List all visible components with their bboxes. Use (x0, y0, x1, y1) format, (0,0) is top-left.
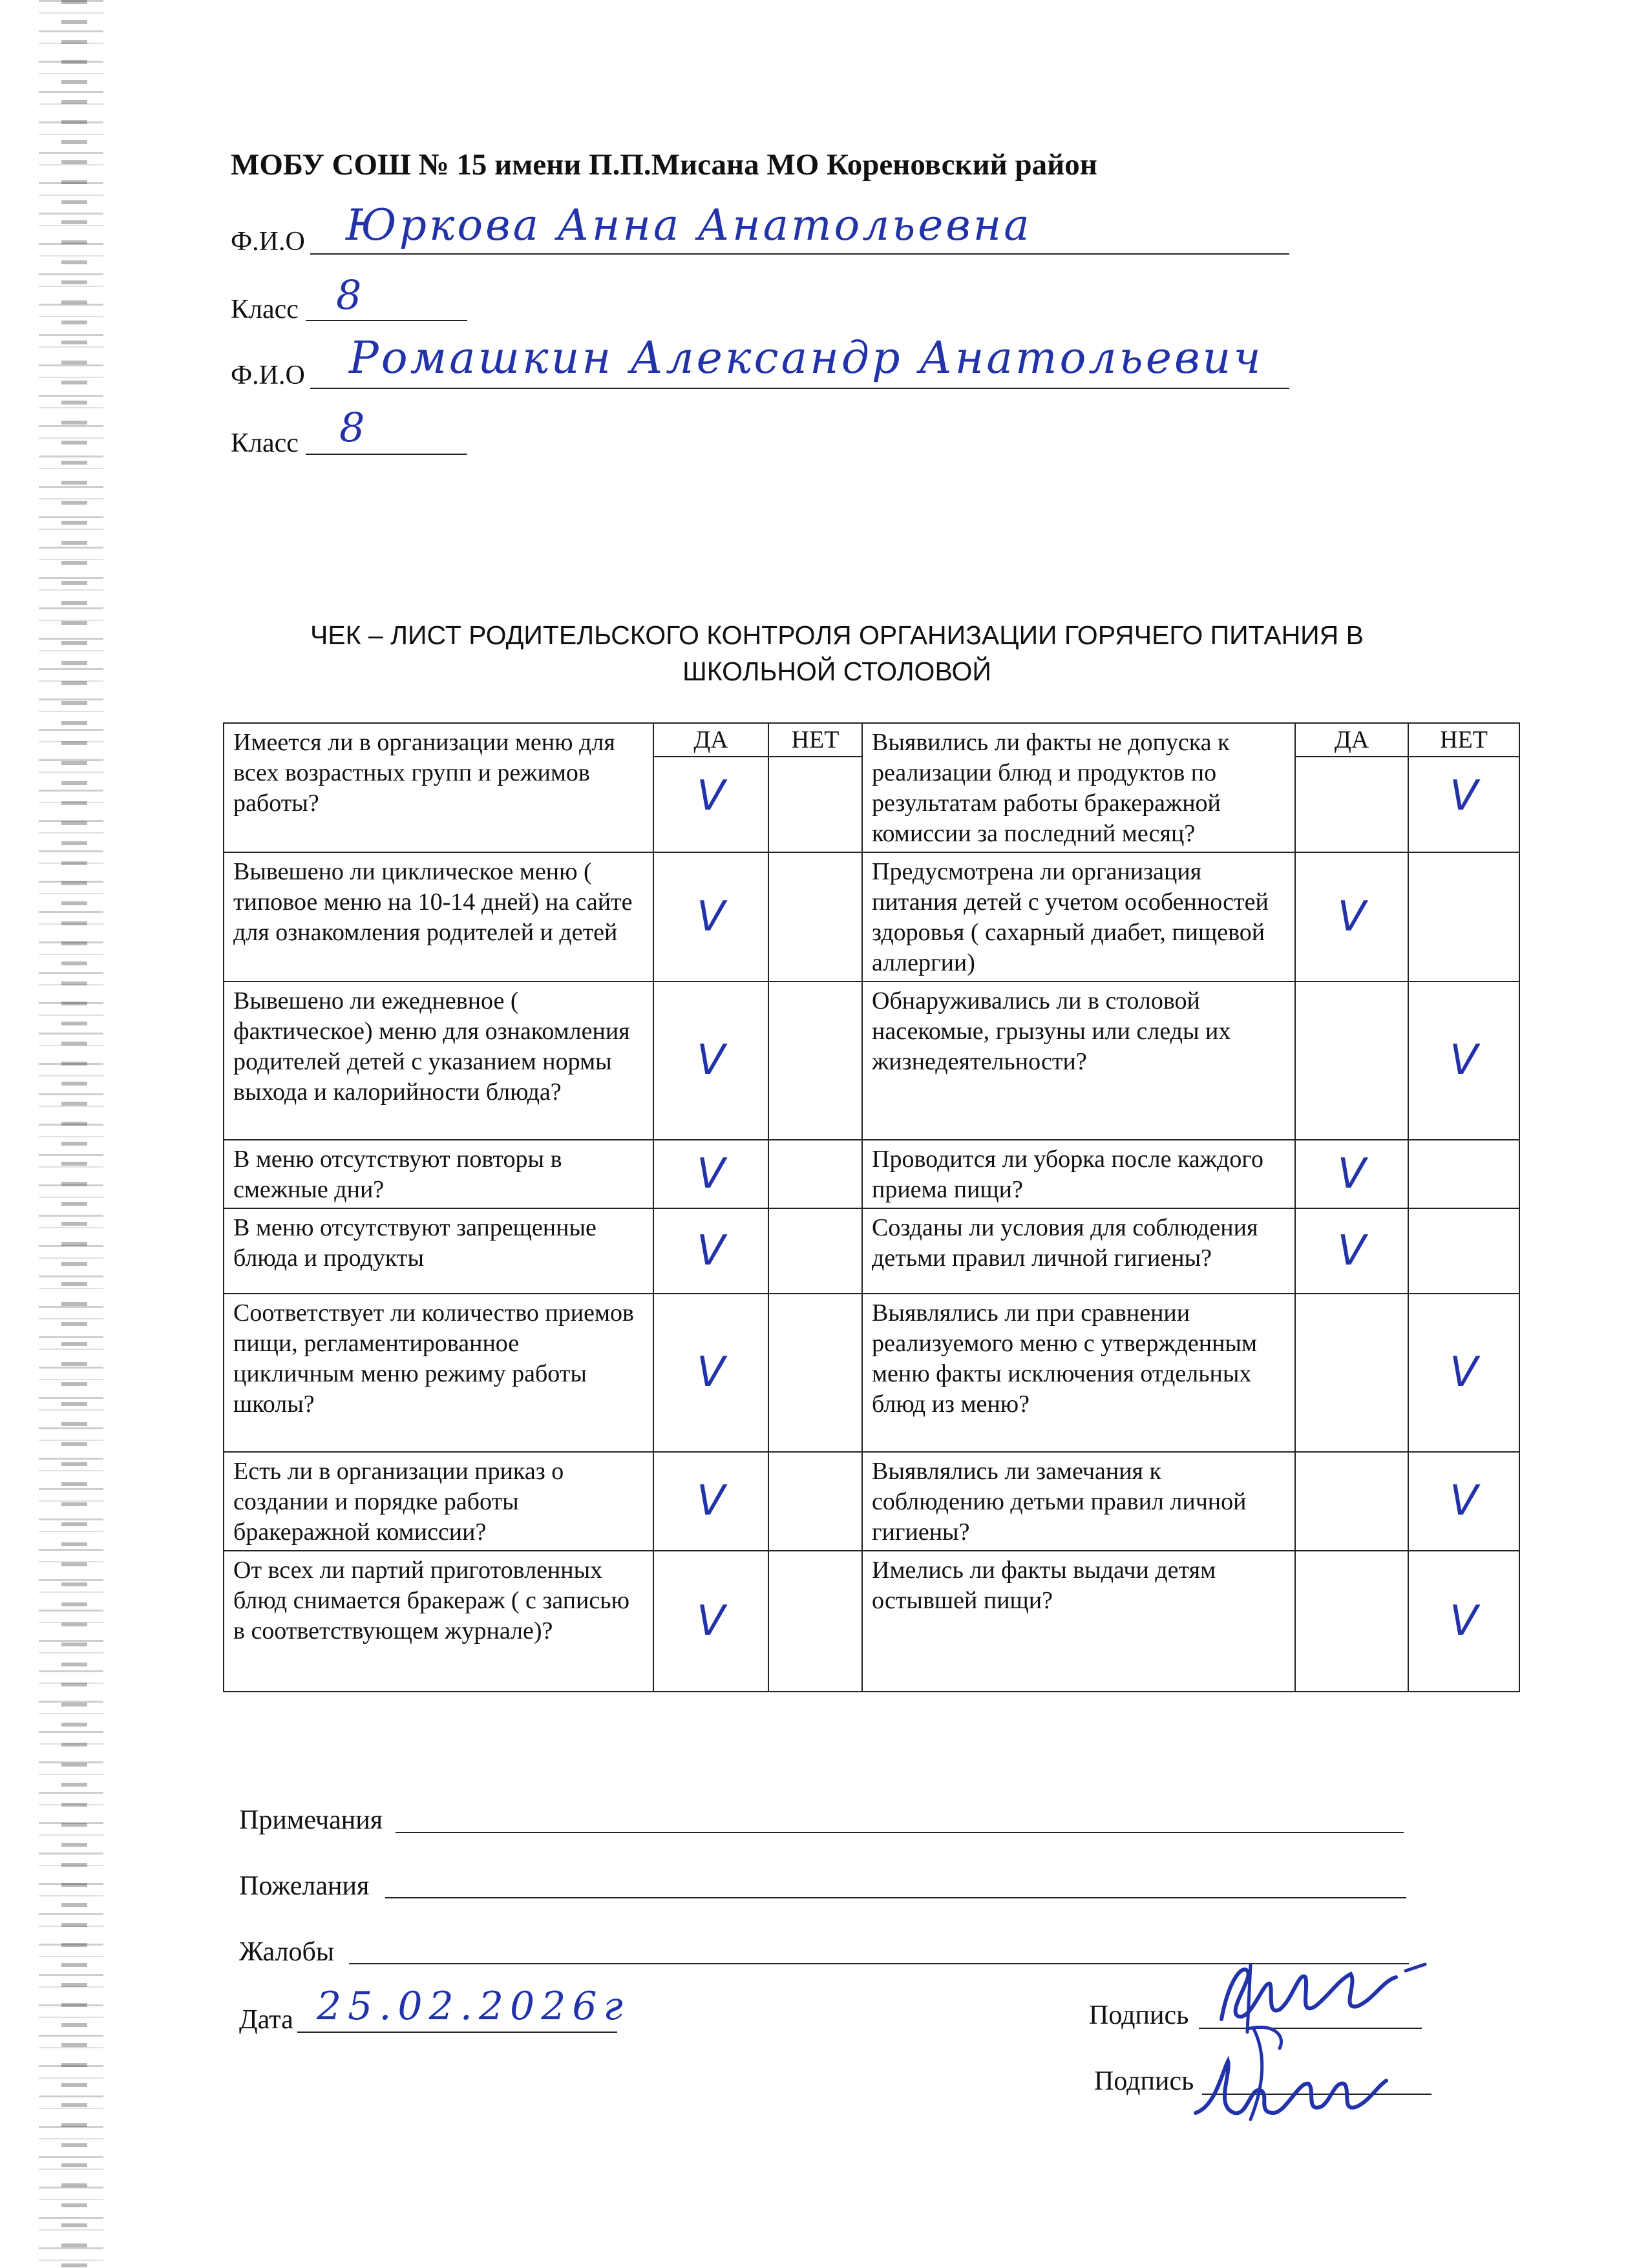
left-yes-cell[interactable] (653, 1551, 768, 1692)
complaints-label: Жалобы (239, 1937, 335, 1967)
question-left: Есть ли в организации приказ о создании и порядке работы бракеражной комиссии? (224, 1452, 653, 1551)
wishes-label: Пожелания (239, 1871, 370, 1901)
school-name: МОБУ СОШ № 15 имени П.П.Мисана МО Кореновский район (231, 148, 1097, 182)
right-yes-cell[interactable] (1295, 1140, 1408, 1208)
left-no-cell[interactable] (768, 1208, 862, 1294)
left-no-cell[interactable] (768, 723, 862, 852)
right-yes-cell[interactable] (1295, 723, 1408, 852)
right-no-cell[interactable] (1408, 1452, 1519, 1551)
left-yes-cell[interactable] (653, 982, 768, 1140)
fio-label-2: Ф.И.О (231, 361, 305, 390)
class-value-2: 8 (339, 404, 368, 451)
question-right: Имелись ли факты выдачи детям остывшей пищи? (862, 1551, 1295, 1692)
right-no-cell[interactable] (1408, 1294, 1519, 1452)
left-no-cell[interactable] (768, 1294, 862, 1452)
question-left: Вывешено ли ежедневное ( фактическое) меню для ознакомления родителей детей с указанием нормы выхода и калорийности блюда? (224, 982, 653, 1140)
question-right: Созданы ли условия для соблюдения детьми правил личной гигиены? (862, 1208, 1295, 1294)
class-label-2: Класс (231, 428, 299, 458)
document-title-line2: ШКОЛЬНОЙ СТОЛОВОЙ (682, 656, 991, 686)
question-right: Обнаруживались ли в столовой насекомые, грызуны или следы их жизнедеятельности? (862, 982, 1295, 1140)
class-value-1: 8 (336, 271, 364, 319)
class-line-1[interactable] (306, 288, 467, 321)
fio-label-1: Ф.И.О (231, 227, 305, 257)
question-right: Предусмотрена ли организация питания детей с учетом особенностей здоровья ( сахарный диабет, пищевой аллергии) (862, 852, 1295, 982)
question-right: Выявлялись ли при сравнении реализуемого меню с утвержденным меню факты исключения отдельных блюд из меню? (862, 1294, 1295, 1452)
right-no-cell[interactable] (1408, 723, 1519, 852)
left-yes-cell[interactable] (653, 1140, 768, 1208)
check-mark: V (1337, 1226, 1366, 1275)
checklist-row (224, 1551, 1519, 1692)
date-label: Дата (239, 2005, 293, 2035)
right-no-cell[interactable] (1408, 852, 1519, 982)
notes-line[interactable] (396, 1801, 1404, 1833)
question-right: Выявлялись ли замечания к соблюдению детьми правил личной гигиены? (862, 1452, 1295, 1551)
question-left: В меню отсутствуют запрещенные блюда и продукты (224, 1208, 653, 1294)
scan-noise-edge (0, 0, 103, 2268)
right-yes-cell[interactable] (1295, 1452, 1408, 1551)
checklist-row (224, 723, 1519, 852)
fio-value-2: Ромашкин Александр Анатольевич (349, 333, 1263, 384)
check-mark: V (1337, 892, 1366, 941)
question-right: Проводится ли уборка после каждого приема пищи? (862, 1140, 1295, 1208)
right-no-cell[interactable] (1408, 1551, 1519, 1692)
left-no-cell[interactable] (768, 852, 862, 982)
date-value: 25.02.2026г (317, 1984, 629, 2029)
scan-noise-strip (61, 0, 87, 2268)
checklist-row (224, 982, 1519, 1140)
right-yes-cell[interactable] (1295, 1294, 1408, 1452)
document-title (213, 617, 1461, 689)
check-mark: V (697, 892, 725, 941)
check-mark: V (1450, 772, 1478, 820)
right-no-cell[interactable] (1408, 1140, 1519, 1208)
fio-value-1: Юркова Анна Анатольевна (346, 200, 1032, 250)
checklist-row (224, 1452, 1519, 1551)
check-mark: V (1337, 1150, 1366, 1198)
left-no-cell[interactable] (768, 1551, 862, 1692)
left-yes-cell[interactable] (653, 1294, 768, 1452)
right-yes-cell[interactable] (1295, 1208, 1408, 1294)
check-mark: V (697, 1597, 725, 1645)
question-right: Выявились ли факты не допуска к реализации блюд и продуктов по результатам работы бракеражной комиссии за последний месяц? (862, 723, 1295, 852)
class-label-1: Класс (231, 295, 299, 324)
no-header: НЕТ (769, 724, 861, 757)
check-mark: V (1450, 1036, 1478, 1084)
right-yes-cell[interactable] (1295, 982, 1408, 1140)
right-no-cell[interactable] (1408, 982, 1519, 1140)
left-yes-cell[interactable] (653, 723, 768, 852)
check-mark: V (1450, 1349, 1478, 1396)
signature-1-text: Юрк (1202, 1945, 1204, 1946)
right-no-cell[interactable] (1408, 1208, 1519, 1294)
question-left: Имеется ли в организации меню для всех возрастных групп и режимов работы? (224, 723, 653, 852)
question-left: Вывешено ли цикличеcкое меню ( типовое меню на 10-14 дней) на сайте для ознакомления родителей и детей (224, 852, 653, 982)
right-yes-cell[interactable] (1295, 852, 1408, 982)
notes-label: Примечания (239, 1805, 383, 1835)
signature-label-2: Подпись (1094, 2066, 1194, 2096)
check-mark: V (697, 1349, 725, 1396)
signature-2 (1189, 2016, 1396, 2132)
left-no-cell[interactable] (768, 1140, 862, 1208)
check-mark: V (697, 1477, 725, 1525)
question-left: В меню отсутствуют повторы в смежные дни? (224, 1140, 653, 1208)
check-mark: V (697, 772, 725, 820)
check-mark: V (697, 1226, 725, 1275)
left-yes-cell[interactable] (653, 1452, 768, 1551)
checklist-row (224, 1140, 1519, 1208)
checklist-row (224, 1294, 1519, 1452)
left-no-cell[interactable] (768, 1452, 862, 1551)
question-left: От всех ли партий приготовленных блюд снимается бракераж ( с записью в соответствующем журнале)? (224, 1551, 653, 1692)
check-mark: V (697, 1036, 725, 1084)
left-no-cell[interactable] (768, 982, 862, 1140)
check-mark: V (697, 1150, 725, 1198)
class-line-2[interactable] (306, 421, 467, 455)
checklist-table (223, 722, 1520, 1692)
checklist-row (224, 852, 1519, 982)
wishes-line[interactable] (385, 1867, 1406, 1898)
signature-label-1: Подпись (1089, 2000, 1189, 2030)
left-yes-cell[interactable] (653, 852, 768, 982)
check-mark: V (1450, 1597, 1478, 1645)
yes-header: ДА (1296, 724, 1408, 757)
check-mark: V (1450, 1477, 1478, 1525)
right-yes-cell[interactable] (1295, 1551, 1408, 1692)
no-header: НЕТ (1409, 724, 1519, 757)
question-left: Соответствует ли количество приемов пищи, регламентированное цикличным меню режиму работы школы? (224, 1294, 653, 1452)
yes-header: ДА (654, 724, 768, 757)
checklist-row (224, 1208, 1519, 1294)
document-title-line1: ЧЕК – ЛИСТ РОДИТЕЛЬСКОГО КОНТРОЛЯ ОРГАНИЗАЦИИ ГОРЯЧЕГО ПИТАНИЯ В (310, 620, 1364, 650)
left-yes-cell[interactable] (653, 1208, 768, 1294)
